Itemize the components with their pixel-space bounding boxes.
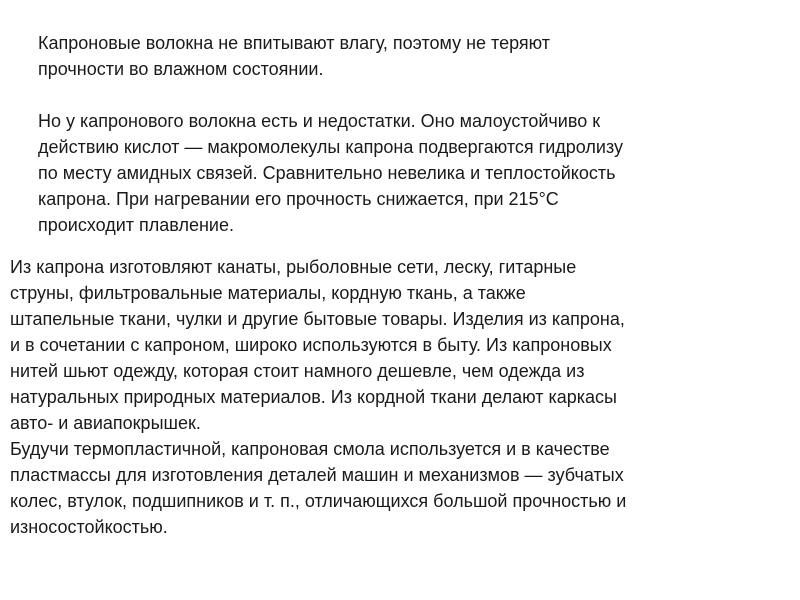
drawbacks-paragraph: Но у капронового волокна есть и недостатки. Оно малоустойчиво к действию кислот — макромолекулы капрона подвергаются гидролизу по месту амидных связей. Сравнительно невелика и теплостойкость капрона. При нагревании его прочность снижается, при 215°С происходит плавление.: [38, 111, 624, 235]
moisture-paragraph: Капроновые волокна не впитывают влагу, поэтому не теряют прочности во влажном состоянии.: [38, 33, 550, 79]
applications-paragraph: Из капрона изготовляют канаты, рыболовные сети, леску, гитарные струны, фильтровальные материалы, кордную ткань, а также штапельные ткани, чулки и другие бытовые товары. Изделия из капрона, и в сочетании с капроном, широко используются в быту. Из капроновых нитей шьют одежду, которая стоит намного дешевле, чем одежда из натуральных природных материалов. Из кордной ткани делают каркасы авто- и авиапокрышек. Будучи термопластичной, капроновая смола используется и в качестве пластмассы для изготовления деталей машин и механизмов — зубчатых колес, втулок, подшипников и т. п., отличающихся большой прочностью и износостойкостью.: [10, 257, 627, 537]
